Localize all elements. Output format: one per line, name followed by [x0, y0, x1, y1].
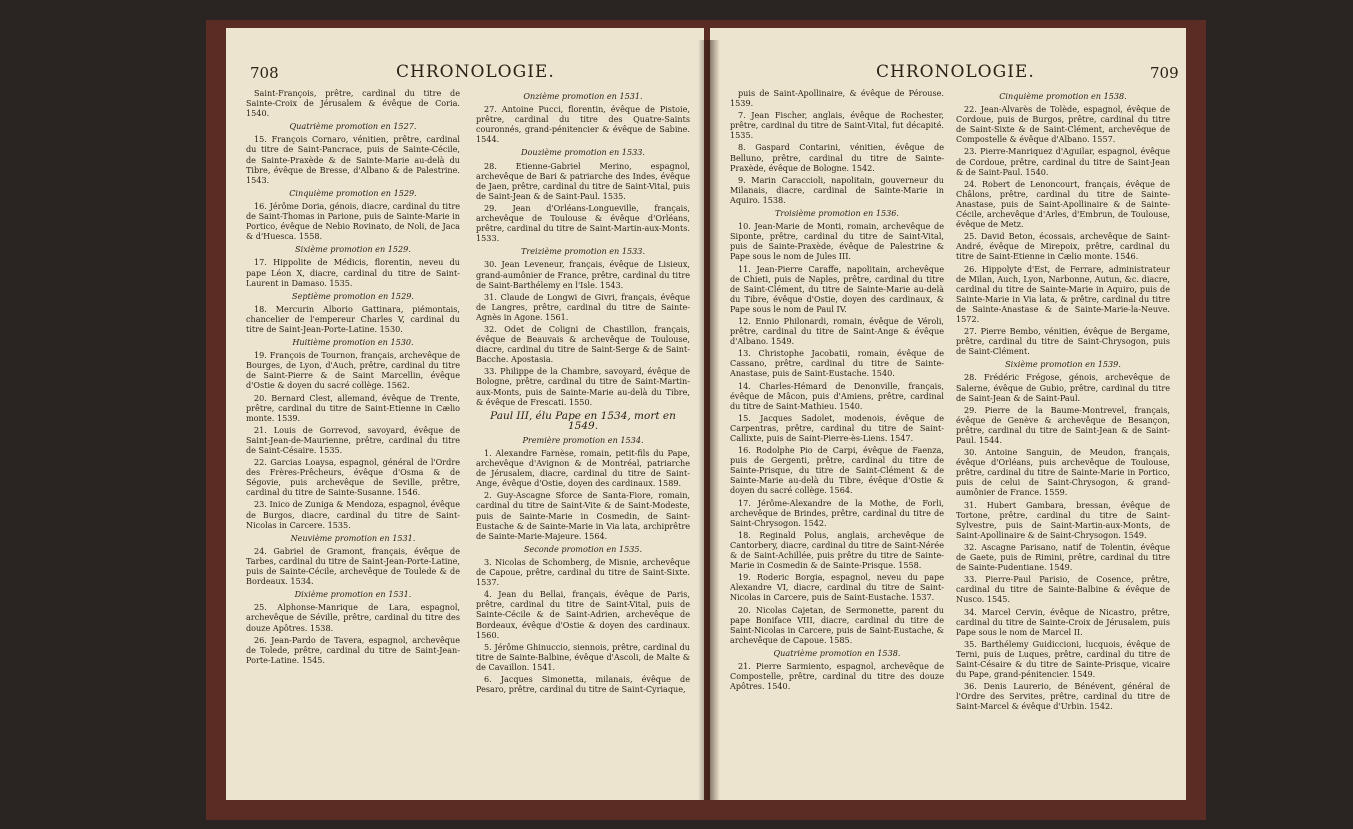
entry-paragraph: 29. Pierre de la Baume-Montrevel, français, évêque de Genève & archevêque de Besançon, prêtre, cardinal du titre de Saint-Jean & de Saint-Paul. 1544.	[956, 404, 1170, 445]
entry-paragraph: 32. Odet de Coligni de Chastillon, français, évêque de Beauvais & archevêque de Toulouse, diacre, cardinal du titre de Saint-Serge & de Saint-Bacche. Apostasia.	[476, 323, 690, 365]
entry-paragraph: 1. Alexandre Farnèse, romain, petit-fils du Pape, archevêque d'Avignon & de Montréal, patriarche de Jérusalem, diacre, cardinal du titre de Saint-Ange, évêque d'Ostie, doyen des cardinaux. 1589.	[476, 448, 690, 489]
entry-paragraph: puis de Saint-Apollinaire, & évêque de Pérouse. 1539.	[730, 88, 944, 109]
entry-paragraph: 25. Alphonse-Manrique de Lara, espagnol, archevêque de Séville, prêtre, cardinal du titre des douze Apôtres. 1538.	[246, 602, 460, 633]
entry-paragraph: 19. Roderic Borgia, espagnol, neveu du pape Alexandre VI, diacre, cardinal du titre de Saint-Nicolas in Carcere, puis de Saint-Eustache. 1537.	[730, 572, 944, 603]
promotion-heading: Seconde promotion en 1535.	[523, 543, 643, 554]
promotion-heading: Sixième promotion en 1539.	[1005, 359, 1121, 370]
entry-paragraph: 23. Pierre-Manriquez d'Aguilar, espagnol, évêque de Cordoue, prêtre, cardinal du titre de Saint-Jean & de Saint-Paul. 1540.	[956, 146, 1170, 177]
entry-paragraph: 32. Ascagne Parisano, natif de Tolentin, évêque de Gaete, puis de Rimini, prêtre, cardinal du titre de Sainte-Pudentiane. 1549.	[956, 541, 1170, 573]
entry-paragraph: 14. Charles-Hémard de Denonville, français, évêque de Mâcon, puis d'Amiens, prêtre, cardinal du titre de Saint-Mathieu. 1540.	[730, 380, 944, 411]
promotion-heading: Cinquième promotion en 1538.	[999, 91, 1127, 101]
left-column-1	[246, 88, 460, 667]
entry-paragraph: 35. Barthélemy Guidiccioni, lucquois, évêque de Terni, puis de Luques, prêtre, cardinal du titre de Saint-Césaire & du titre de Sainte-Prisque, vicaire du Pape, grand-pénitencier. 1549.	[956, 638, 1170, 680]
entry-paragraph: 20. Nicolas Cajetan, de Sermonette, parent du pape Boniface VIII, diacre, cardinal du titre de Saint-Nicolas in Carcere, puis de Saint-Eustache, & archevêque de Capoue. 1585.	[730, 604, 944, 645]
entry-paragraph: 13. Christophe Jacobatii, romain, évêque de Cassano, prêtre, cardinal du titre de Sainte-Anastase, puis de Saint-Eustache. 1540.	[730, 348, 944, 379]
entry-paragraph: 9. Marin Caraccioli, napolitain, gouverneur du Milanais, diacre, cardinal de Sainte-Marie in Aquiro. 1538.	[730, 174, 944, 205]
right-running-head: CHRONOLOGIE.	[876, 62, 1035, 82]
promotion-heading: Sixième promotion en 1529.	[295, 244, 411, 255]
right-page-number: 709	[1150, 64, 1179, 82]
entry-paragraph: 29. Jean d'Orléans-Longueville, français, archevêque de Toulouse & évêque d'Orléans, prêtre, cardinal du titre de Saint-Martin-aux-Monts. 1533.	[476, 202, 690, 244]
entry-paragraph: 28. Frédéric Frégose, génois, archevêque de Salerne, évêque de Gubio, prêtre, cardinal du titre de Saint-Jean & de Saint-Paul.	[956, 372, 1170, 403]
entry-paragraph: 25. David Beton, écossais, archevêque de Saint-André, évêque de Mirepoix, prêtre, cardinal du titre de Saint-Etienne in Cælio monte. 1546.	[956, 231, 1170, 262]
entry-paragraph: 20. Bernard Clest, allemand, évêque de Trente, prêtre, cardinal du titre de Saint-Etienne in Cælio monte. 1539.	[246, 392, 460, 423]
entry-paragraph: 6. Jacques Simonetta, milanais, évêque de Pesaro, prêtre, cardinal du titre de Saint-Cyriaque,	[476, 673, 690, 695]
entry-paragraph: 12. Ennio Philonardi, romain, évêque de Véroli, prêtre, cardinal du titre de Saint-Ange & évêque d'Albano. 1549.	[730, 315, 944, 347]
entry-paragraph: 16. Rodolphe Pio de Carpi, évêque de Faenza, puis de Gergenti, prêtre, cardinal du titre de Sainte-Prisque, du titre de Saint-Clément & de Sainte-Marie au-delà du Tibre, évêque d'Ostie & doyen du sacré collège. 1564.	[730, 445, 944, 496]
entry-paragraph: 8. Gaspard Contarini, vénitien, évêque de Belluno, prêtre, cardinal du titre de Sainte-Praxède, évêque de Bologne. 1542.	[730, 142, 944, 173]
promotion-heading: Quatrième promotion en 1527.	[289, 121, 417, 132]
right-column-2	[956, 88, 1170, 713]
entry-paragraph: 18. Reginald Polus, anglais, archevêque de Cantorbery, diacre, cardinal du titre de Saint-Nérée & de Saint-Achillée, puis prêtre du titre de Sainte-Marie in Cosmedin & de Sainte-Prisque. 1558.	[730, 529, 944, 571]
entry-paragraph: 24. Gabriel de Gramont, français, évêque de Tarbes, cardinal du titre de Saint-Jean-Porte-Latine, puis de Sainte-Cécile, archevêque de Toulede & de Bordeaux. 1534.	[246, 545, 460, 587]
promotion-heading: Cinquième promotion en 1529.	[289, 187, 417, 198]
entry-paragraph: 22. Garcias Loaysa, espagnol, général de l'Ordre des Frères-Prêcheurs, évêque d'Osma & de Ségovie, puis archevêque de Seville, prêtre, cardinal du titre de Sainte-Susanne. 1546.	[246, 457, 460, 498]
entry-paragraph: 30. Antoine Sanguin, de Meudon, français, évêque d'Orléans, puis archevêque de Toulouse, prêtre, cardinal du titre de Sainte-Marie in Portico, puis de celui de Saint-Chrysogon, & grand-aumônier de France. 1559.	[956, 447, 1170, 498]
entry-paragraph: 2. Guy-Ascagne Sforce de Santa-Fiore, romain, cardinal du titre de Saint-Vite & de Saint-Modeste, puis de Sainte-Marie in Cosmedin, de Saint-Eustache & de Sainte-Marie in Via lata, archiprêtre de Sainte-Marie-Majeure. 1564.	[476, 490, 690, 541]
entry-paragraph: 23. Inico de Zuniga & Mendoza, espagnol, évêque de Burgos, diacre, cardinal du titre de Saint-Nicolas in Carcere. 1535.	[246, 499, 460, 530]
entry-paragraph: 24. Robert de Lenoncourt, français, évêque de Châlons, prêtre, cardinal du titre de Sainte-Anastase, puis de Saint-Apollinaire & de Sainte-Cécile, archevêque d'Arles, d'Embrun, de Toulouse, évêque de Metz.	[956, 178, 1170, 230]
promotion-heading: Paul III, élu Pape en 1534, mort en 1549.	[490, 409, 676, 432]
entry-paragraph: 18. Mercurin Alborio Gattinara, piémontais, chancelier de l'empereur Charles V, cardinal du titre de Saint-Jean-Porte-Latine. 1530.	[246, 303, 460, 334]
entry-paragraph: 7. Jean Fischer, anglais, évêque de Rochester, prêtre, cardinal du titre de Saint-Vital, fut décapité. 1535.	[730, 110, 944, 141]
promotion-heading: Troisième promotion en 1536.	[774, 208, 899, 219]
promotion-heading: Onzième promotion en 1531.	[523, 91, 643, 101]
entry-paragraph: 34. Marcel Cervin, évêque de Nicastro, prêtre, cardinal du titre de Sainte-Croix de Jérusalem, puis Pape sous le nom de Marcel II.	[956, 606, 1170, 637]
entry-paragraph: 22. Jean-Alvarès de Tolède, espagnol, évêque de Cordoue, puis de Burgos, prêtre, cardinal du titre de Saint-Sixte & de Saint-Clément, archevêque de Compostelle & évêque d'Albano. 1557.	[956, 104, 1170, 145]
entry-paragraph: 17. Hippolite de Médicis, florentin, neveu du pape Léon X, diacre, cardinal du titre de Saint-Laurent in Damaso. 1535.	[246, 257, 460, 288]
entry-paragraph: 27. Pierre Bembo, vénitien, évêque de Bergame, prêtre, cardinal du titre de Saint-Chrysogon, puis de Saint-Clément.	[956, 326, 1170, 357]
promotion-heading: Quatrième promotion en 1538.	[773, 647, 901, 658]
entry-paragraph: 26. Hippolyte d'Est, de Ferrare, administrateur de Milan, Auch, Lyon, Narbonne, Autun, &c. diacre, cardinal du titre de Sainte-Marie in Aquiro, puis de Sainte-Marie in Via lata, & prêtre, cardinal du titre de Sainte-Anastase & de Sainte-Marie-la-Neuve. 1572.	[956, 263, 1170, 324]
promotion-heading: Douzième promotion en 1533.	[521, 147, 645, 158]
entry-paragraph: 21. Pierre Sarmiento, espagnol, archevêque de Compostelle, prêtre, cardinal du titre des douze Apôtres. 1540.	[730, 660, 944, 692]
entry-paragraph: 33. Philippe de la Chambre, savoyard, évêque de Bologne, prêtre, cardinal du titre de Saint-Martin-aux-Monts, puis de Sainte-Marie au-delà du Tibre, & évêque de Frescati. 1550.	[476, 366, 690, 407]
left-running-head: CHRONOLOGIE.	[396, 62, 555, 82]
book-gutter	[698, 40, 720, 800]
entry-paragraph: 5. Jérôme Ghinuccio, siennois, prêtre, cardinal du titre de Sainte-Balbine, évêque d'Ascoli, de Malte & de Cavaillon. 1541.	[476, 641, 690, 672]
right-column-1	[730, 88, 944, 693]
entry-paragraph: 36. Denis Laurerio, de Bénévent, général de l'Ordre des Servites, prêtre, cardinal du titre de Saint-Marcel & évêque d'Urbin. 1542.	[956, 681, 1170, 712]
promotion-heading: Treizième promotion en 1533.	[520, 246, 646, 257]
left-column-2	[476, 88, 690, 696]
promotion-heading: Première promotion en 1534.	[522, 434, 644, 445]
entry-paragraph: 26. Jean-Pardo de Tavera, espagnol, archevêque de Tolede, prêtre, cardinal du titre de Saint-Jean-Porte-Latine. 1545.	[246, 634, 460, 665]
entry-paragraph: 31. Hubert Gambara, bressan, évêque de Tortone, prêtre, cardinal du titre de Saint-Sylvestre, puis de Saint-Martin-aux-Monts, de Saint-Apollinaire & de Saint-Chrysogon. 1549.	[956, 499, 1170, 540]
entry-paragraph: 31. Claude de Longwi de Givri, français, évêque de Langres, prêtre, cardinal du titre de Sainte-Agnès in Agone. 1561.	[476, 291, 690, 322]
entry-paragraph: 3. Nicolas de Schomberg, de Misnie, archevêque de Capoue, prêtre, cardinal du titre de Saint-Sixte. 1537.	[476, 556, 690, 588]
entry-paragraph: 16. Jérôme Doria, génois, diacre, cardinal du titre de Saint-Thomas in Parione, puis de Sainte-Marie in Portico, évêque de Nebio Rovinato, de Noli, de Jaca & d'Huesca. 1558.	[246, 200, 460, 242]
promotion-heading: Dixième promotion en 1531.	[294, 589, 412, 600]
promotion-heading: Neuvième promotion en 1531.	[290, 532, 416, 543]
entry-paragraph: 10. Jean-Marie de Monti, romain, archevêque de Siponte, prêtre, cardinal du titre de Saint-Vital, puis de Sainte-Praxède, évêque de Palestrine & Pape sous le nom de Jules III.	[730, 221, 944, 262]
entry-paragraph: 4. Jean du Bellai, français, évêque de Paris, prêtre, cardinal du titre de Saint-Vital, puis de Sainte-Cécile & de Saint-Adrien, archevêque de Bordeaux, évêque d'Ostie & doyen des cardinaux. 1560.	[476, 589, 690, 640]
promotion-heading: Septième promotion en 1529.	[292, 290, 414, 301]
entry-paragraph: 15. François Cornaro, vénitien, prêtre, cardinal du titre de Saint-Pancrace, puis de Sainte-Cécile, de Sainte-Praxède & de Sainte-Marie au-delà du Tibre, évêque de Bresse, d'Albano & de Palestrine. 1543.	[246, 134, 460, 185]
entry-paragraph: 30. Jean Leveneur, français, évêque de Lisieux, grand-aumônier de France, prêtre, cardinal du titre de Saint-Barthélemy en l'Isle. 1543.	[476, 259, 690, 290]
entry-paragraph: 28. Etienne-Gabriel Merino, espagnol, archevêque de Bari & patriarche des Indes, évêque de Jaen, prêtre, cardinal du titre de Saint-Vital, puis de Saint-Jean & de Saint-Paul. 1535.	[476, 160, 690, 201]
entry-paragraph: 15. Jacques Sadolet, modenois, évêque de Carpentras, prêtre, cardinal du titre de Saint-Callixte, puis de Saint-Pierre-ès-Liens. 1547.	[730, 412, 944, 443]
left-page-number: 708	[250, 64, 279, 82]
promotion-heading: Huitième promotion en 1530.	[292, 337, 414, 348]
entry-paragraph: 27. Antoine Pucci, florentin, évêque de Pistoie, prêtre, cardinal du titre des Quatre-Saints couronnés, grand-pénitencier & évêque de Sabine. 1544.	[476, 104, 690, 145]
entry-paragraph: 33. Pierre-Paul Parisio, de Cosence, prêtre, cardinal du titre de Sainte-Balbine & évêque de Nusco. 1545.	[956, 574, 1170, 605]
right-page	[710, 28, 1186, 800]
entry-paragraph: 19. François de Tournon, français, archevêque de Bourges, de Lyon, d'Auch, prêtre, cardinal du titre de Saint-Pierre & de Saint Marcellin, évêque d'Ostie & doyen du sacré collège. 1562.	[246, 350, 460, 391]
left-page	[226, 28, 704, 800]
entry-paragraph: Saint-François, prêtre, cardinal du titre de Sainte-Croix de Jérusalem & évêque de Coria. 1540.	[246, 88, 460, 119]
entry-paragraph: 21. Louis de Gorrevod, savoyard, évêque de Saint-Jean-de-Maurienne, prêtre, cardinal du titre de Saint-Césaire. 1535.	[246, 424, 460, 455]
entry-paragraph: 17. Jérôme-Alexandre de la Mothe, de Forli, archevêque de Brindes, prêtre, cardinal du titre de Saint-Chrysogon. 1542.	[730, 497, 944, 528]
entry-paragraph: 11. Jean-Pierre Caraffe, napolitain, archevêque de Chieti, puis de Naples, prêtre, cardinal du titre de Saint-Clément, du titre de Sainte-Marie au-delà du Tibre, évêque d'Ostie, doyen des cardinaux, & Pape sous le nom de Paul IV.	[730, 263, 944, 314]
